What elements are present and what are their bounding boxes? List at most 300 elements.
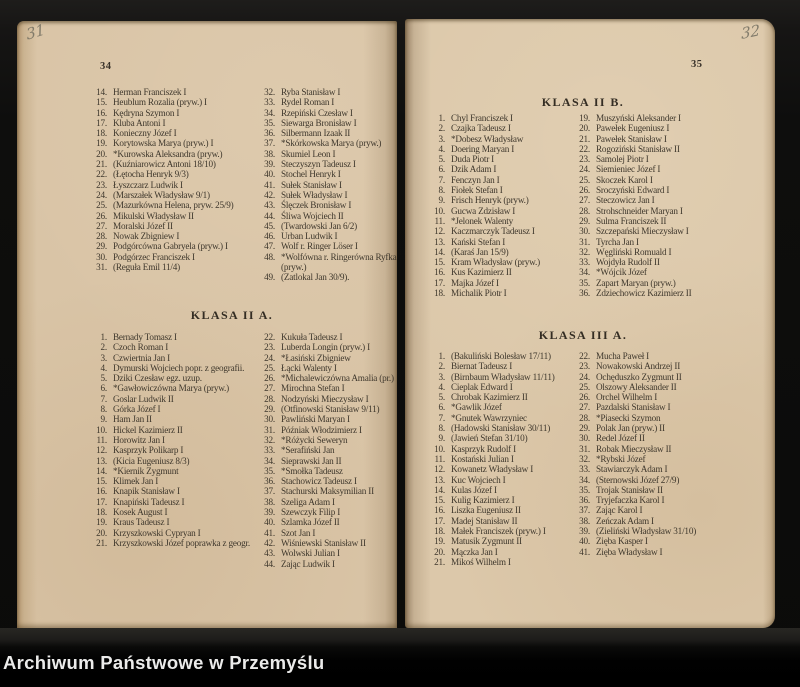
list-entry <box>423 536 568 546</box>
entry-text: *Gawlik Józef <box>451 402 502 413</box>
list-entry <box>85 528 253 538</box>
list-entry <box>423 433 568 443</box>
entry-text: Zięba Władysław I <box>596 546 663 557</box>
entry-number: 1. <box>438 113 445 123</box>
entry-number: 45. <box>264 220 275 231</box>
entry-text: Ślęczek Bronisław I <box>281 200 352 211</box>
entry-number: 21. <box>96 537 107 548</box>
list-entry <box>423 382 568 392</box>
list-entry <box>85 231 253 241</box>
entry-text: Ryba Stanisław I <box>281 87 341 97</box>
entry-number: 41. <box>264 179 275 190</box>
entry-text: Liszka Eugeniusz II <box>451 505 521 516</box>
page-34 <box>17 21 397 628</box>
entry-text: Steczowicz Jan I <box>596 195 655 206</box>
section-heading-klasa-3a: KLASA III A. <box>538 328 628 342</box>
entry-text: Olszowy Aleksander II <box>596 381 677 392</box>
entry-number: 27. <box>264 383 275 394</box>
list-entry <box>85 241 253 251</box>
entry-text: Kasprzyk Rudolf I <box>451 443 516 454</box>
list-column-left <box>423 351 568 567</box>
entry-text: *Różycki Seweryn <box>281 434 348 445</box>
entry-number: 37. <box>264 138 275 149</box>
entry-number: 12. <box>96 445 107 456</box>
list-entry <box>568 433 768 443</box>
entry-text: Knapik Stanisław I <box>113 486 180 497</box>
entry-number: 38. <box>264 148 275 159</box>
list-entry <box>568 413 768 423</box>
entry-number: 31. <box>96 262 107 273</box>
entry-text: Dymurski Wojciech popr. z geografii. <box>113 362 245 373</box>
entry-number: 40. <box>264 517 275 528</box>
entry-text: (Hadowski Stanisław 30/11) <box>451 423 551 434</box>
list-entry <box>423 195 568 205</box>
list-entry <box>85 252 253 262</box>
entry-text: Sułek Stanisław I <box>281 179 342 190</box>
entry-text: Fenczyn Jan I <box>451 174 500 185</box>
entry-number: 5. <box>100 373 107 384</box>
entry-number: 10. <box>434 443 445 454</box>
entry-text: *Jelonek Walenty <box>451 215 513 226</box>
list-entry <box>423 175 568 185</box>
entry-number: 31. <box>579 236 590 247</box>
entry-text: Chrobak Kazimierz II <box>451 392 528 403</box>
list-entry <box>253 404 397 414</box>
entry-text: Tryjefaczka Karol I <box>596 495 665 506</box>
entry-text: Górka Józef I <box>113 404 161 415</box>
entry-text: Podgórzec Franciszek I <box>113 251 195 262</box>
entry-text: Rzepiński Czesław I <box>281 107 353 118</box>
entry-text: (Otfinowski Stanisław 9/11) <box>281 404 380 415</box>
entry-text: *Gawłowiczówna Marya (pryw.) <box>113 383 230 394</box>
entry-text: (Jawień Stefan 31/10) <box>451 433 528 444</box>
list-entry <box>85 517 253 527</box>
list-entry <box>568 475 768 485</box>
list-entry <box>423 372 568 382</box>
entry-number: 36. <box>264 476 275 487</box>
list-entry <box>253 118 397 128</box>
entry-number: 9. <box>438 195 445 206</box>
entry-text: Węgliński Romuald I <box>596 246 672 257</box>
entry-text: Kuc Wojciech I <box>451 474 506 485</box>
list-entry <box>423 475 568 485</box>
list-entry <box>568 164 768 174</box>
list-entry <box>568 113 768 123</box>
entry-number: 26. <box>264 373 275 384</box>
list-entry <box>423 361 568 371</box>
entry-number: 10. <box>96 424 107 435</box>
entry-text: Rydel Roman I <box>281 97 335 108</box>
entry-text: Mikulski Władysław II <box>113 210 194 221</box>
entry-text: (Mazurkówna Helena, pryw. 25/9) <box>113 200 234 211</box>
list-entry <box>423 351 568 361</box>
entry-text: Sieprawski Jan II <box>281 455 342 466</box>
list-columns <box>85 332 397 569</box>
list-entry <box>85 435 253 445</box>
entry-number: 14. <box>434 246 445 257</box>
entry-number: 34. <box>264 455 275 466</box>
entry-number: 6. <box>438 402 445 413</box>
entry-text: Majka Józef I <box>451 277 499 288</box>
entry-number: 5. <box>438 154 445 165</box>
entry-number: 37. <box>579 505 590 516</box>
archive-watermark: Archiwum Państwowe w Przemyślu <box>3 652 325 673</box>
entry-text: Czajka Tadeusz I <box>451 123 511 134</box>
watermark-band <box>0 628 800 687</box>
entry-number: 20. <box>579 123 590 134</box>
list-entry <box>568 526 768 536</box>
entry-number: 11. <box>434 215 445 226</box>
list-entry <box>568 547 768 557</box>
list-entry <box>253 425 397 435</box>
entry-number: 3. <box>100 352 107 363</box>
entry-text: Pawełek Stanisław I <box>596 133 667 144</box>
entry-number: 13. <box>96 455 107 466</box>
entry-number: 30. <box>96 251 107 262</box>
entry-number: 28. <box>96 231 107 242</box>
entry-number: 4. <box>100 362 107 373</box>
entry-number: 27. <box>579 402 590 413</box>
entry-text: Skumiel Leon I <box>281 148 336 159</box>
entry-number: 19. <box>96 138 107 149</box>
entry-text: Wolf r. Ringer Löser I <box>281 241 358 252</box>
page-35 <box>405 19 775 628</box>
entry-text: Mikoś Wilhelm I <box>451 556 511 567</box>
entry-text: Sułek Władysław I <box>281 189 348 200</box>
entry-text: Wolwski Julian I <box>281 548 340 559</box>
list-entry <box>253 559 397 569</box>
list-entry <box>423 257 568 267</box>
entry-number: 41. <box>579 546 590 557</box>
list-entry <box>423 464 568 474</box>
list-entry <box>85 383 253 393</box>
list-entry <box>253 221 397 231</box>
entry-text: Zapart Maryan (pryw.) <box>596 277 676 288</box>
entry-number: 35. <box>264 465 275 476</box>
entry-number: 2. <box>438 361 445 372</box>
entry-text: Szewczyk Filip I <box>281 507 341 518</box>
list-entry <box>253 353 397 363</box>
entry-number: 30. <box>579 226 590 237</box>
entry-text: Rogoziński Stanisław II <box>596 143 680 154</box>
entry-text: Polak Jan (pryw.) II <box>596 423 665 434</box>
entry-number: 8. <box>100 404 107 415</box>
list-entry <box>568 392 768 402</box>
entry-text: Herman Franciszek I <box>113 87 187 97</box>
entry-text: Samolej Piotr I <box>596 154 649 165</box>
list-entry <box>253 252 397 273</box>
list-entry <box>253 466 397 476</box>
entry-text: Szeliga Adam I <box>281 496 335 507</box>
entry-text: Gucwa Zdzisław I <box>451 205 516 216</box>
entry-number: 43. <box>264 200 275 211</box>
entry-number: 37. <box>264 486 275 497</box>
entry-text: Krzyszkowski Józef poprawka z geogr. <box>113 537 250 548</box>
entry-number: 23. <box>579 361 590 372</box>
list-entry <box>253 211 397 221</box>
entry-text: *Piasecki Szymon <box>596 412 661 423</box>
entry-text: Konieczny Józef I <box>113 128 177 139</box>
list-entry <box>568 195 768 205</box>
entry-number: 15. <box>96 476 107 487</box>
entry-number: 35. <box>579 484 590 495</box>
entry-number: 13. <box>434 236 445 247</box>
list-column-left <box>85 87 253 272</box>
list-entry <box>423 505 568 515</box>
entry-number: 21. <box>579 133 590 144</box>
entry-text: Kulig Kazimierz I <box>451 495 515 506</box>
list-entry <box>253 373 397 383</box>
list-entry <box>423 288 568 298</box>
entry-text: (Kuźniarowicz Antoni 18/10) <box>113 159 216 170</box>
entry-text: Biernat Tadeusz I <box>451 361 513 372</box>
entry-number: 42. <box>264 189 275 200</box>
entry-text: (Karaś Jan 15/9) <box>451 246 509 257</box>
entry-number: 24. <box>579 371 590 382</box>
entry-text: *Serafiński Jan <box>281 445 335 456</box>
entry-number: 48. <box>264 251 275 262</box>
list-entry <box>253 497 397 507</box>
entry-text: *Wójcik Józef <box>596 267 647 278</box>
entry-text: (Łętocha Henryk 9/3) <box>113 169 189 180</box>
entry-text: Ham Jan II <box>113 414 152 425</box>
list-entry <box>85 332 253 342</box>
entry-number: 29. <box>96 241 107 252</box>
entry-number: 17. <box>96 496 107 507</box>
entry-text: Tyrcha Jan I <box>596 236 639 247</box>
list-entry <box>568 485 768 495</box>
list-entry <box>253 332 397 342</box>
entry-number: 20. <box>434 546 445 557</box>
page-number-34: 34 <box>100 61 112 72</box>
list-entry <box>568 361 768 371</box>
entry-text: Kram Władysław (pryw.) <box>451 257 540 268</box>
entry-text: Kaczmarczyk Tadeusz I <box>451 226 535 237</box>
list-entry <box>253 200 397 210</box>
entry-number: 33. <box>264 445 275 456</box>
klasa-3a-list <box>423 351 768 567</box>
list-entry <box>568 536 768 546</box>
list-entry <box>85 87 253 97</box>
entry-number: 18. <box>434 526 445 537</box>
list-entry <box>85 507 253 517</box>
entry-text: Dziki Czesław egz. uzup. <box>113 373 202 384</box>
list-entry <box>85 466 253 476</box>
entry-number: 18. <box>434 288 445 299</box>
list-entry <box>423 278 568 288</box>
list-entry <box>253 342 397 352</box>
entry-number: 14. <box>96 465 107 476</box>
entry-text: Luberda Longin (pryw.) I <box>281 342 370 353</box>
list-entry <box>568 257 768 267</box>
entry-text: *Skórkowska Marya (pryw.) <box>281 138 382 149</box>
list-entry <box>423 557 568 567</box>
entry-number: 12. <box>434 464 445 475</box>
entry-text: Nodzyński Mieczysław I <box>281 393 369 404</box>
entry-text: (Zieliński Władysław 31/10) <box>596 526 697 537</box>
entry-number: 10. <box>434 205 445 216</box>
list-entry <box>423 247 568 257</box>
entry-number: 17. <box>434 277 445 288</box>
list-entry <box>85 353 253 363</box>
entry-number: 27. <box>96 220 107 231</box>
entry-number: 23. <box>264 342 275 353</box>
list-entry <box>423 402 568 412</box>
entry-number: 26. <box>579 185 590 196</box>
entry-text: (Zatlokal Jan 30/9). <box>281 272 350 283</box>
entry-number: 11. <box>96 434 107 445</box>
entry-number: 15. <box>434 257 445 268</box>
entry-text: Szlamka Józef II <box>281 517 340 528</box>
entry-number: 34. <box>264 107 275 118</box>
entry-number: 32. <box>579 453 590 464</box>
list-entry <box>85 159 253 169</box>
entry-text: Siewarga Bronisław I <box>281 117 357 128</box>
entry-text: Sulma Franciszek II <box>596 215 667 226</box>
list-entry <box>568 175 768 185</box>
entry-number: 16. <box>434 267 445 278</box>
list-entry <box>253 363 397 373</box>
entry-number: 39. <box>579 526 590 537</box>
entry-text: Zając Ludwik I <box>281 558 335 569</box>
entry-number: 38. <box>264 496 275 507</box>
entry-number: 31. <box>264 424 275 435</box>
entry-text: Frisch Henryk (pryw.) <box>451 195 529 206</box>
entry-text: Ochęduszko Zygmunt II <box>596 371 682 382</box>
list-entry <box>253 169 397 179</box>
list-entry <box>253 517 397 527</box>
list-entry <box>253 231 397 241</box>
list-entry <box>253 538 397 548</box>
entry-number: 19. <box>96 517 107 528</box>
entry-text: Redel Józef II <box>596 433 645 444</box>
list-entry <box>568 134 768 144</box>
entry-text: Silbermann Izaak II <box>281 128 351 139</box>
entry-text: Dzik Adam I <box>451 164 497 175</box>
entry-text: Klimek Jan I <box>113 476 159 487</box>
entry-text: Kus Kazimierz II <box>451 267 512 278</box>
list-entry <box>85 404 253 414</box>
entry-text: Pawliński Maryan I <box>281 414 350 425</box>
entry-number: 17. <box>434 515 445 526</box>
list-entry <box>85 138 253 148</box>
entry-text: Zięba Kasper I <box>596 536 648 547</box>
list-entry <box>85 456 253 466</box>
entry-text: Chyl Franciszek I <box>451 113 513 123</box>
list-entry <box>253 383 397 393</box>
entry-text: Nowakowski Andrzej II <box>596 361 681 372</box>
entry-text: Łącki Walenty I <box>281 362 337 373</box>
entry-text: Kosek August I <box>113 507 168 518</box>
list-entry <box>568 144 768 154</box>
list-entry <box>423 413 568 423</box>
entry-text: Hickel Kazimierz II <box>113 424 183 435</box>
list-entry <box>253 97 397 107</box>
entry-number: 7. <box>100 393 107 404</box>
entry-text: (Marszałek Władysław 9/1) <box>113 189 210 200</box>
list-entry <box>253 180 397 190</box>
list-entry <box>568 505 768 515</box>
entry-text: Podgórcówna Gabryela (pryw.) I <box>113 241 228 252</box>
entry-text: Kluba Antoni I <box>113 117 166 128</box>
list-column-left <box>423 113 568 298</box>
list-entry <box>423 123 568 133</box>
entry-number: 22. <box>579 143 590 154</box>
entry-text: *Wolfówna r. Ringerówna Ryfka (pryw.) <box>281 251 397 273</box>
entry-number: 18. <box>96 128 107 139</box>
list-entry <box>85 486 253 496</box>
entry-number: 29. <box>579 423 590 434</box>
entry-number: 31. <box>579 443 590 454</box>
list-entry <box>253 486 397 496</box>
list-entry <box>253 190 397 200</box>
list-entry <box>85 373 253 383</box>
list-entry <box>568 206 768 216</box>
entry-text: Duda Piotr I <box>451 154 495 165</box>
entry-text: Małek Franciszek (pryw.) I <box>451 526 546 537</box>
list-entry <box>423 154 568 164</box>
entry-number: 25. <box>579 381 590 392</box>
entry-text: Fiołek Stefan I <box>451 185 503 196</box>
list-entry <box>85 497 253 507</box>
entry-number: 18. <box>96 507 107 518</box>
list-entry <box>568 464 768 474</box>
entry-text: Szczepański Mieczysław I <box>596 226 689 237</box>
list-entry <box>568 288 768 298</box>
entry-text: *Kurowska Aleksandra (pryw.) <box>113 148 223 159</box>
entry-number: 3. <box>438 133 445 144</box>
list-column-right <box>253 87 397 283</box>
entry-text: Mucha Paweł I <box>596 351 650 361</box>
entry-number: 1. <box>438 351 445 361</box>
entry-text: Michalik Piotr I <box>451 288 507 299</box>
entry-text: Nowak Zbigniew I <box>113 231 180 242</box>
entry-number: 9. <box>100 414 107 425</box>
list-entry <box>568 382 768 392</box>
entry-text: Urban Ludwik I <box>281 231 338 242</box>
list-entry <box>85 211 253 221</box>
entry-number: 26. <box>96 210 107 221</box>
list-entry <box>253 414 397 424</box>
pencil-annotation-right: 32 <box>740 20 761 44</box>
list-entry <box>253 528 397 538</box>
list-entry <box>253 272 397 282</box>
entry-number: 14. <box>434 484 445 495</box>
list-entry <box>253 138 397 148</box>
entry-text: Madej Stanisław II <box>451 515 518 526</box>
entry-text: (Bakuliński Bolesław 17/11) <box>451 351 551 361</box>
list-entry <box>423 423 568 433</box>
entry-text: Zeńczak Adam I <box>596 515 654 526</box>
list-entry <box>423 392 568 402</box>
pencil-annotation-left: 31 <box>24 20 47 44</box>
entry-number: 13. <box>434 474 445 485</box>
list-entry <box>568 423 768 433</box>
entry-text: Czoch Roman I <box>113 342 169 353</box>
list-entry <box>423 134 568 144</box>
list-columns <box>85 87 397 283</box>
list-entry <box>568 267 768 277</box>
entry-number: 20. <box>96 148 107 159</box>
entry-number: 32. <box>264 434 275 445</box>
entry-number: 41. <box>264 527 275 538</box>
entry-text: Czwiertnia Jan I <box>113 352 171 363</box>
entry-number: 28. <box>579 205 590 216</box>
entry-text: Kulas Józef I <box>451 484 497 495</box>
list-entry <box>85 363 253 373</box>
entry-text: Korytowska Marya (pryw.) I <box>113 138 214 149</box>
entry-number: 28. <box>579 412 590 423</box>
